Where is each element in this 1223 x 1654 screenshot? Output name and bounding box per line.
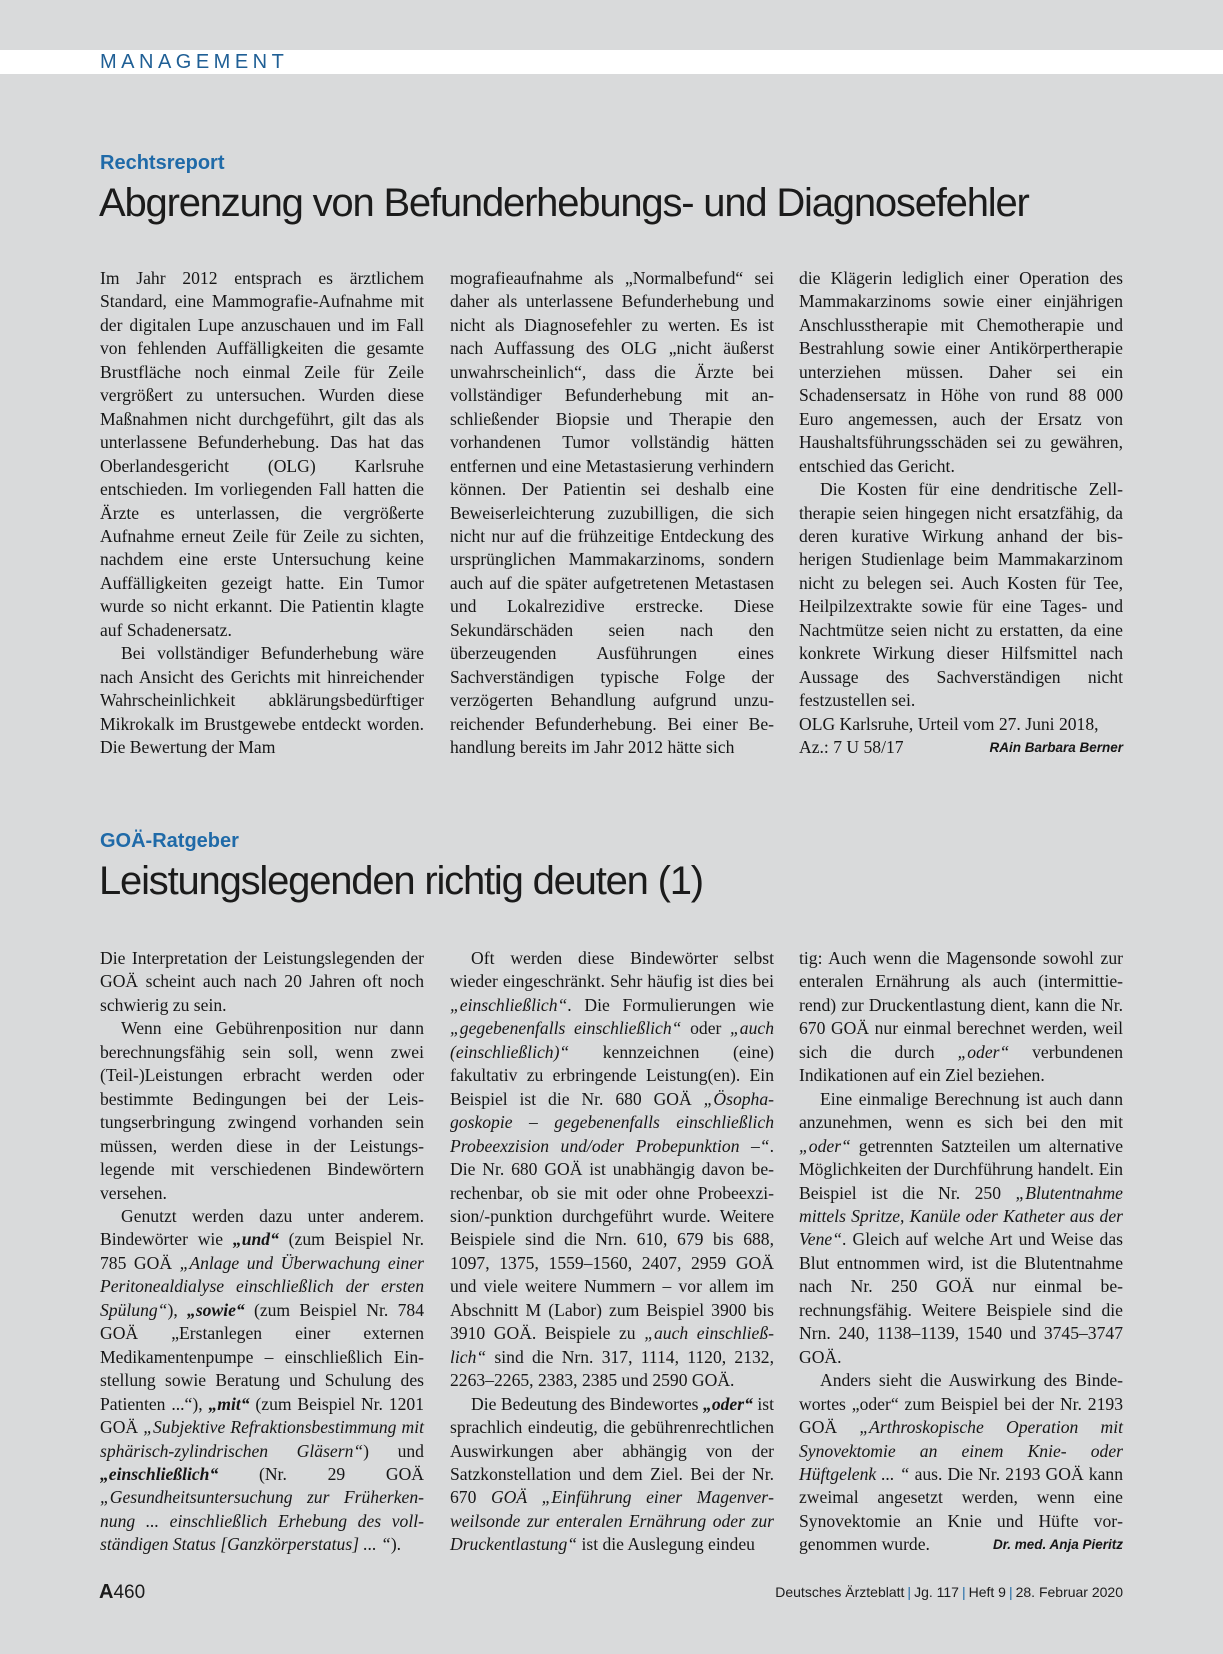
citation-line-2: Az.: 7 U 58/17 — [799, 737, 904, 758]
citation — [799, 713, 1123, 760]
article2-kicker: GOÄ-Ratgeber — [100, 830, 239, 852]
page-number — [99, 1580, 145, 1605]
citation-line-1: OLG Karlsruhe, Urteil vom 27. Juni 2018, — [799, 713, 1099, 734]
text: Genutzt werden dazu unter anderem. Bindewörter wie — [100, 1205, 424, 1250]
paragraph: Wenn eine Gebührenposition nur dann berechnungsfähig sein soll, wenn zwei (Teil-)Leistungen erbracht werden oder bestimmte Bedingungen bei der Leistungserbringung zwingend vorhanden sein müssen, werden diese in der Leistungslegende mit verschiedenen Bindewörtern versehen. — [100, 1018, 424, 1203]
article2-column-3 — [799, 947, 1123, 1557]
text: ist die Auslegung eindeu — [577, 1534, 755, 1555]
paragraph — [100, 1205, 424, 1557]
paragraph — [799, 947, 1123, 1088]
text: ) und — [363, 1440, 424, 1461]
quote: „auch (einschließlich)“ — [450, 1018, 774, 1062]
text: aus. Die Nr. 2193 GOÄ kann zweimal angesetzt werden, wenn eine Synovektomie an Knie und Hüfte vorgenommen wurde. — [799, 1463, 1123, 1555]
separator: | — [1008, 1584, 1013, 1600]
top-margin — [0, 0, 1223, 50]
text: (zum Beispiel Nr. 785 GOÄ — [100, 1229, 424, 1273]
paragraph — [799, 1088, 1123, 1369]
paragraph — [799, 1369, 1123, 1557]
quote: „oder“ — [799, 1135, 851, 1156]
quote: GOÄ „Einführung einer Magenverweilsonde zur enteralen Ernährung oder zur Druckentlastung“ — [450, 1487, 774, 1555]
keyword: „oder“ — [703, 1393, 753, 1414]
article2-column-1 — [100, 947, 424, 1557]
keyword: „einschließlich“ — [100, 1463, 219, 1484]
article1-column-3 — [799, 267, 1123, 760]
text: Anders sieht die Auswirkung des Bindewortes „oder“ zum Beispiel bei der Nr. 2193 GOÄ — [799, 1370, 1123, 1438]
text: ist sprachlich eindeutig, die gebührenrechtlichen Auswirkungen aber abhängig von der Satzkonstellation und dem Ziel. Bei der Nr. 670 — [450, 1393, 774, 1508]
quote: „Arthroskopische Operation mit Synovektomie an einem Knie- oder Hüftgelenk ... “ — [799, 1417, 1123, 1484]
text: (zum Beispiel Nr. 784 GOÄ „Erstanlegen einer externen Medikamentenpumpe – einschließlich Einstellung sowie Beratung und Schulung des Patienten ...“), — [100, 1299, 424, 1414]
quote: „auch einschließlich“ — [450, 1323, 774, 1367]
journal-volume: Jg. 117 — [914, 1584, 959, 1600]
quote: „oder“ — [957, 1041, 1010, 1062]
text: Oft werden diese Bindewörter selbst wieder eingeschränkt. Sehr häufig ist dies bei — [450, 948, 774, 992]
article2-column-2 — [450, 947, 774, 1557]
quote: „gegebenenfalls einschließlich“ — [450, 1018, 682, 1039]
article1-column-2 — [450, 267, 774, 760]
paragraph: Im Jahr 2012 entsprach es ärztlichem Standard, eine Mammografie-Aufnahme mit der digitalen Lupe anzuschauen und im Fall von fehlenden Auffälligkeiten die gesamte Brustfläche noch einmal Zeile für Zeile vergrößert zu untersuchen. Wurden diese Maßnahmen nicht durchgeführt, gilt das als unterlassene Befunderhebung. Das hat das Oberlandesgericht (OLG) Karlsruhe entschieden. Im vorliegenden Fall hatten die Ärzte es unterlassen, die vergrößerte Aufnahme erneut Zeile für Zeile zu sichten, nachdem eine erste Untersuchung keine Auffälligkeiten gezeigt hatte. Ein Tumor wurde so nicht erkannt. Die Patientin klagte auf Schadenersatz. — [100, 268, 424, 640]
text: Die Bedeutung des Bindewortes — [471, 1393, 704, 1414]
quote: „Subjektive Refraktionsbestimmung mit sphärisch-zylindrischen Gläsern“ — [100, 1417, 425, 1461]
text: tig: Auch wenn die Magensonde sowohl zur enteralen Ernährung als auch (intermittierend) zur Druckentlastung dient, kann die Nr. 670 GOÄ nur einmal berechnet werden, weil sich die durch — [799, 948, 1123, 1062]
text: kennzeichnen (eine) fakultativ zu erbringende Leistung(en). Ein Beispiel ist die Nr. 680 GOÄ — [450, 1041, 774, 1109]
paragraph — [450, 947, 774, 1393]
paragraph: Die Interpretation der Leistungslegenden der GOÄ scheint auch nach 20 Jahren oft noch schwierig zu sein. — [100, 948, 424, 1015]
quote: „Ösophagoskopie – gegebenenfalls einschließlich Probeexzision und/oder Probepunktion –“ — [450, 1088, 774, 1156]
text: (Nr. 29 GOÄ — [218, 1463, 424, 1484]
paragraph: mografieaufnahme als „Normalbefund“ sei daher als unterlassene Befunderhebung und nicht als Diagnosefehler zu werten. Es ist nach Auffassung des OLG „nicht äußerst unwahrscheinlich“, dass die Ärzte bei vollständiger Befunderhebung mit anschließender Biopsie und Therapie den vorhandenen Tumor vollständig hätten entfernen und eine Metastasierung verhindern können. Der Patientin sei deshalb eine Beweiserleichterung zuzubilligen, die sich nicht nur auf die frühzeitige Entdeckung des ursprünglichen Mammakarzinoms, sondern auch auf die später aufgetretenen Metastasen und Lokalrezidive erstrecke. Diese Sekundärschäden seien nach den überzeugenden Ausführungen eines Sachverständigen typische Folge der verzögerten Behandlung aufgrund unzureichender Befunderhebung. Bei einer Behandlung bereits im Jahr 2012 hätte sich — [450, 268, 774, 758]
quote: „Gesundheitsuntersuchung zur Früherkennung ... einschließlich Erhebung des vollständigen Status [Ganzkörperstatus] ... “ — [100, 1487, 424, 1555]
author-signature: RAin Barbara Berner — [989, 740, 1123, 756]
text: oder — [681, 1018, 731, 1039]
author-signature: Dr. med. Anja Pieritz — [992, 1537, 1123, 1553]
paragraph: Die Kosten für eine dendritische Zelltherapie seien hingegen nicht ersatzfähig, da deren kurative Wirkung anhand der bisherigen Studienlage beim Mammakarzinom nicht zu belegen sei. Auch Kosten für Tee, Heilpilzextrakte sowie für eine Tages- und Nachtmütze seien nicht zu erstatten, da eine konkrete Wirkung dieser Hilfsmittel nach Aussage des Sachverständigen nicht festzustellen sei. — [799, 479, 1123, 711]
paragraph — [450, 1393, 774, 1557]
text: (zum Beispiel Nr. 1201 GOÄ — [100, 1393, 424, 1438]
text: . Die Nr. 680 GOÄ ist unabhängig davon berechenbar, ob sie mit oder ohne Probeexzision/-punktion durchgeführt wurde. Weitere Beispiele sind die Nrn. 610, 679 bis 688, 1097, 1375, 1559–1560, 2407, 2959 GOÄ und viele weitere Nummern – vor allem im Abschnitt M (Labor) zum Beispiel 3900 bis 3910 GOÄ. Beispiele zu — [450, 1135, 774, 1344]
keyword: „sowie“ — [187, 1299, 245, 1320]
quote: „Anlage und Überwachung einer Peritonealdialyse einschließlich der ersten Spülung“ — [100, 1252, 424, 1320]
page-letter: A — [99, 1581, 114, 1603]
separator: | — [961, 1584, 966, 1600]
text: . Gleich auf welche Art und Weise das Blut entnommen wird, ist die Blutentnahme nach Nr. 250 GOÄ nur einmal berechnungsfähig. Weitere Beispiele sind die Nrn. 240, 1138–1139, 1540 und 3745–3747 GOÄ. — [799, 1229, 1123, 1367]
section-label: MANAGEMENT — [100, 51, 289, 73]
keyword: „mit“ — [208, 1393, 250, 1414]
text: Eine einmalige Berechnung ist auch dann anzunehmen, wenn es sich bei den mit — [799, 1088, 1123, 1133]
paragraph: die Klägerin lediglich einer Operation des Mammakarzinoms sowie einer einjährigen Anschlusstherapie mit Chemotherapie und Bestrahlung sowie einer Antikörpertherapie unterziehen müssen. Daher sei ein Schadensersatz in Höhe von rund 88 000 Euro angemessen, auch der Ersatz von Haushaltsführungsschäden sei zu gewähren, entschied das Gericht. — [799, 268, 1123, 476]
paragraph: Bei vollständiger Befunderhebung wäre nach Ansicht des Gerichts mit hinreichender Wahrscheinlichkeit abklärungsbedürftiger Mikrokalk im Brustgewebe entdeckt worden. Die Bewertung der Mam — [100, 643, 424, 758]
article1-kicker: Rechtsreport — [100, 152, 225, 174]
text: ), — [167, 1299, 188, 1320]
quote: „einschließlich“ — [450, 994, 568, 1015]
page-number-value: 460 — [113, 1582, 146, 1603]
journal-name: Deutsches Ärzteblatt — [775, 1584, 905, 1600]
article1-column-1 — [100, 267, 424, 760]
text: ). — [390, 1534, 402, 1555]
journal-issue: Heft 9 — [968, 1584, 1006, 1600]
article1-title: Abgrenzung von Befunderhebungs- und Diagnosefehler — [99, 181, 1029, 225]
keyword: „und“ — [232, 1229, 279, 1250]
journal-date: 28. Februar 2020 — [1015, 1584, 1123, 1600]
journal-info — [775, 1582, 1123, 1602]
quote: „Blutentnahme mittels Spritze, Kanüle oder Katheter aus der Vene“ — [799, 1182, 1123, 1250]
text: . Die Formulierungen wie — [567, 994, 774, 1015]
text: getrennten Satzteilen um alternative Möglichkeiten der Durchführung handelt. Ein Beispiel ist die Nr. 250 — [799, 1135, 1123, 1203]
article2-title: Leistungslegenden richtig deuten (1) — [99, 859, 703, 903]
separator: | — [907, 1584, 912, 1600]
text: sind die Nrn. 317, 1114, 1120, 2132, 2263–2265, 2383, 2385 und 2590 GOÄ. — [450, 1346, 774, 1391]
text: verbundenen Indikationen auf ein Ziel beziehen. — [799, 1041, 1123, 1086]
